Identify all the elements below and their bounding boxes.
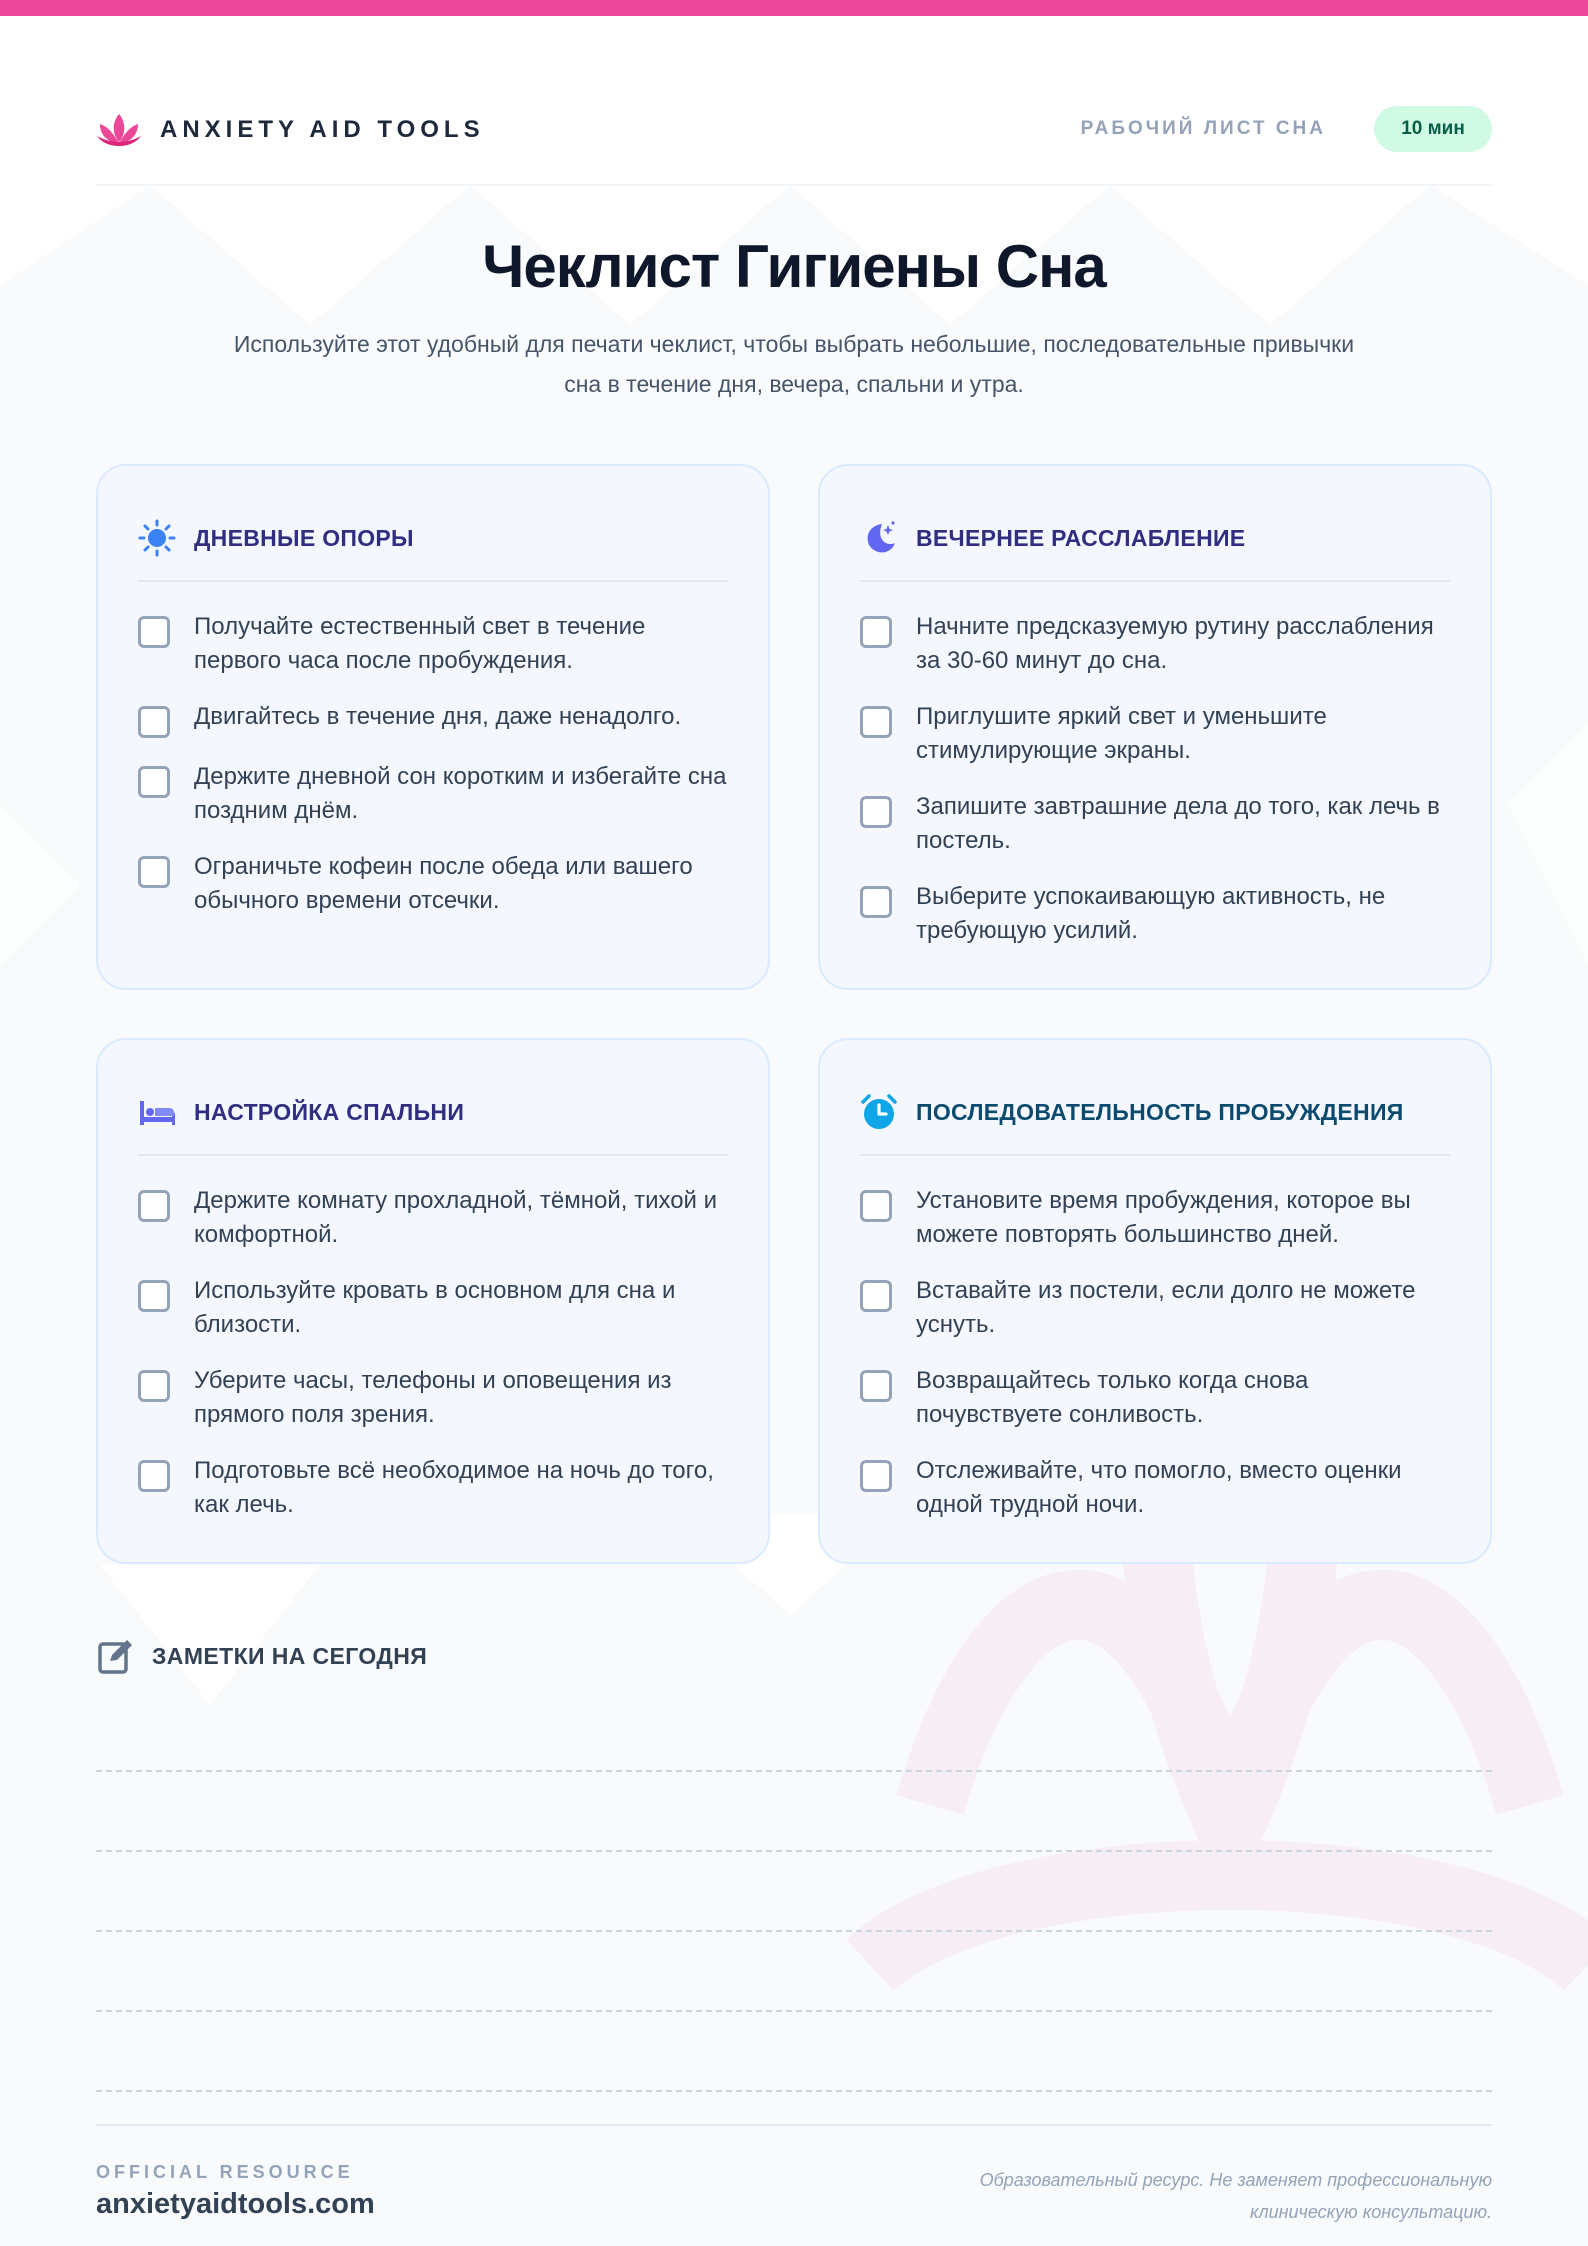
checkbox[interactable] bbox=[860, 706, 892, 738]
checklist-item-text: Получайте естественный свет в течение первого часа после пробуждения. bbox=[194, 613, 646, 674]
checklist-item bbox=[860, 880, 1460, 948]
checklist-item-text: Выберите успокаивающую активность, не требующую усилий. bbox=[916, 883, 1386, 944]
checkbox[interactable] bbox=[860, 796, 892, 828]
section-divider bbox=[860, 580, 1450, 582]
checklist bbox=[138, 1184, 738, 1544]
checkbox[interactable] bbox=[138, 1370, 170, 1402]
footer-label: OFFICIAL RESOURCE bbox=[96, 2162, 354, 2182]
checklist-item bbox=[138, 1274, 738, 1342]
section-header bbox=[138, 1090, 728, 1134]
page-title: Чеклист Гигиены Сна bbox=[482, 233, 1106, 300]
checkbox[interactable] bbox=[860, 1190, 892, 1222]
section-title: ПОСЛЕДОВАТЕЛЬНОСТЬ ПРОБУЖДЕНИЯ bbox=[916, 1098, 1404, 1125]
checkbox[interactable] bbox=[860, 1370, 892, 1402]
moon-stars-icon bbox=[860, 519, 898, 557]
section-header bbox=[860, 516, 1450, 560]
top-accent-bar bbox=[0, 0, 1588, 16]
checklist-item-text: Приглушите яркий свет и уменьшите стимулирующие экраны. bbox=[916, 703, 1327, 764]
alarm-clock-icon bbox=[860, 1093, 898, 1131]
checklist-item bbox=[138, 700, 738, 738]
header-divider bbox=[96, 184, 1492, 186]
brand-name: ANXIETY AID TOOLS bbox=[160, 116, 485, 143]
footer-website-link[interactable]: anxietyaidtools.com bbox=[96, 2188, 375, 2220]
checklist-item-text: Отслеживайте, что помогло, вместо оценки одной трудной ночи. bbox=[916, 1457, 1402, 1518]
checklist-item bbox=[138, 1364, 738, 1432]
checklist-item-text: Держите комнату прохладной, тёмной, тихой и комфортной. bbox=[194, 1187, 718, 1248]
section-card-wake bbox=[818, 1038, 1492, 1564]
checkbox[interactable] bbox=[138, 1190, 170, 1222]
checklist-item-text: Используйте кровать в основном для сна и близости. bbox=[194, 1277, 676, 1338]
section-title: ВЕЧЕРНЕЕ РАССЛАБЛЕНИЕ bbox=[916, 524, 1246, 551]
page-header bbox=[96, 104, 1492, 184]
note-line[interactable] bbox=[96, 2010, 1492, 2012]
checkbox[interactable] bbox=[860, 1280, 892, 1312]
checkbox[interactable] bbox=[138, 616, 170, 648]
checklist-item-text: Вставайте из постели, если долго не можете уснуть. bbox=[916, 1277, 1416, 1338]
section-header bbox=[138, 516, 728, 560]
checklist-item bbox=[138, 850, 738, 918]
checklist-item-text: Держите дневной сон коротким и избегайте сна поздним днём. bbox=[194, 763, 727, 824]
checklist-item bbox=[138, 1454, 738, 1522]
note-line[interactable] bbox=[96, 1930, 1492, 1932]
checkbox[interactable] bbox=[860, 1460, 892, 1492]
section-header bbox=[860, 1090, 1450, 1134]
checklist-item-text: Подготовьте всё необходимое на ночь до того, как лечь. bbox=[194, 1457, 714, 1518]
checklist-item bbox=[860, 1364, 1460, 1432]
section-title: ДНЕВНЫЕ ОПОРЫ bbox=[194, 524, 414, 551]
checkbox[interactable] bbox=[138, 1460, 170, 1492]
notes-title: ЗАМЕТКИ НА СЕГОДНЯ bbox=[152, 1642, 428, 1669]
note-line[interactable] bbox=[96, 2090, 1492, 2092]
checklist-item-text: Возвращайтесь только когда снова почувствуете сонливость. bbox=[916, 1367, 1309, 1428]
checkbox[interactable] bbox=[860, 616, 892, 648]
checklist-item bbox=[138, 760, 738, 828]
checklist-item-text: Установите время пробуждения, которое вы можете повторять большинство дней. bbox=[916, 1187, 1411, 1248]
brand bbox=[96, 110, 485, 150]
section-divider bbox=[138, 580, 728, 582]
note-line[interactable] bbox=[96, 1770, 1492, 1772]
section-title: НАСТРОЙКА СПАЛЬНИ bbox=[194, 1098, 465, 1125]
section-card-daytime bbox=[96, 464, 770, 990]
checkbox[interactable] bbox=[138, 856, 170, 888]
checklist-item bbox=[138, 1184, 738, 1252]
time-badge: 10 мин bbox=[1374, 106, 1492, 152]
checklist-item bbox=[860, 1454, 1460, 1522]
checklist bbox=[860, 610, 1460, 970]
edit-note-icon bbox=[96, 1636, 136, 1676]
checklist-item bbox=[860, 700, 1460, 768]
checklist-item bbox=[860, 1274, 1460, 1342]
section-card-bedroom bbox=[96, 1038, 770, 1564]
section-divider bbox=[138, 1154, 728, 1156]
checklist-item bbox=[138, 610, 738, 678]
notes-header bbox=[96, 1636, 427, 1676]
checklist-item bbox=[860, 610, 1460, 678]
section-card-evening bbox=[818, 464, 1492, 990]
checklist-item-text: Уберите часы, телефоны и оповещения из прямого поля зрения. bbox=[194, 1367, 672, 1428]
checklist-item-text: Двигайтесь в течение дня, даже ненадолго. bbox=[194, 703, 682, 730]
lotus-logo-icon bbox=[96, 110, 142, 150]
document-type-label: РАБОЧИЙ ЛИСТ СНА bbox=[1080, 118, 1326, 139]
sun-icon bbox=[138, 519, 176, 557]
note-line[interactable] bbox=[96, 1850, 1492, 1852]
checkbox[interactable] bbox=[138, 706, 170, 738]
checkbox[interactable] bbox=[860, 886, 892, 918]
checklist-item-text: Запишите завтрашние дела до того, как лечь в постель. bbox=[916, 793, 1440, 854]
checklist-item bbox=[860, 790, 1460, 858]
footer-divider bbox=[96, 2124, 1492, 2126]
bed-icon bbox=[138, 1093, 176, 1131]
checklist-item-text: Ограничьте кофеин после обеда или вашего обычного времени отсечки. bbox=[194, 853, 693, 914]
checkbox[interactable] bbox=[138, 1280, 170, 1312]
page-subtitle: Используйте этот удобный для печати чеклист, чтобы выбрать небольшие, последовательные привычки сна в течение дня, вечера, спальни и утра. bbox=[233, 331, 1355, 397]
checklist bbox=[138, 610, 738, 940]
footer-disclaimer: Образовательный ресурс. Не заменяет профессиональную клиническую консультацию. bbox=[979, 2170, 1492, 2222]
checklist bbox=[860, 1184, 1460, 1544]
checkbox[interactable] bbox=[138, 766, 170, 798]
checklist-item bbox=[860, 1184, 1460, 1252]
section-divider bbox=[860, 1154, 1450, 1156]
checklist-item-text: Начните предсказуемую рутину расслабления за 30-60 минут до сна. bbox=[916, 613, 1434, 674]
